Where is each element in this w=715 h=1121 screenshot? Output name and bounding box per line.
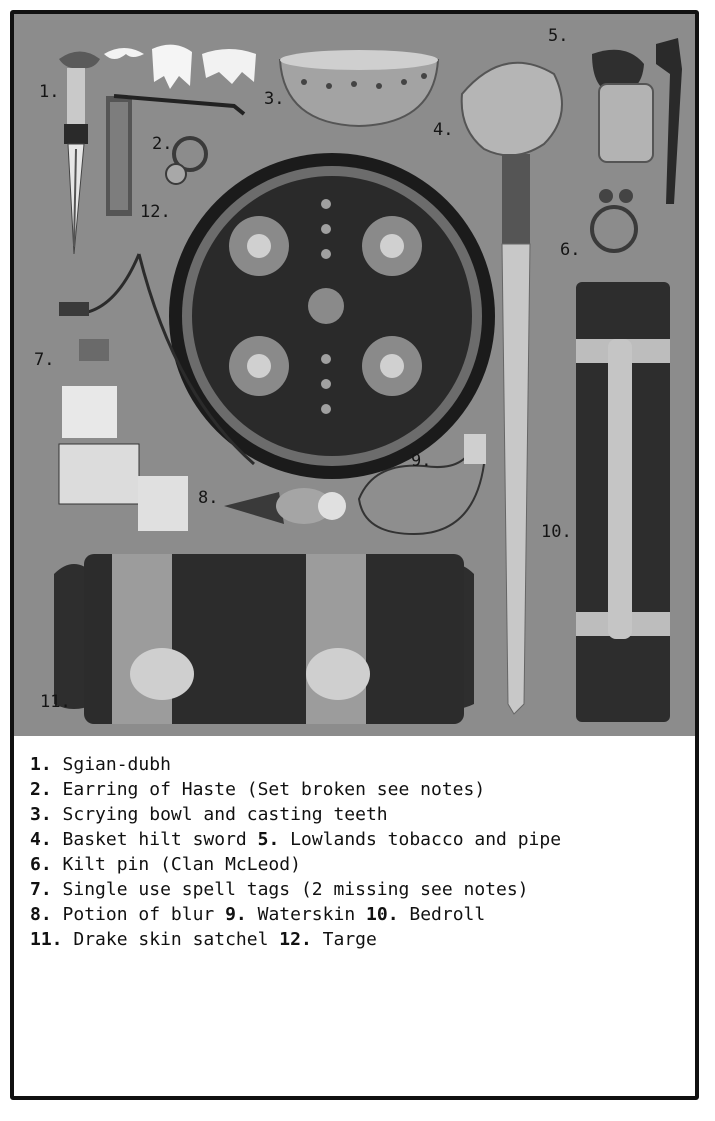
item-label: Potion of blur xyxy=(62,904,215,925)
item-label: Basket hilt sword xyxy=(62,829,247,850)
legend-line xyxy=(30,752,680,777)
legend-line xyxy=(30,927,680,952)
item-number: 6. xyxy=(30,854,52,875)
marker-8: 8. xyxy=(198,488,219,508)
marker-3: 3. xyxy=(264,89,285,109)
item-number: 9. xyxy=(225,904,247,925)
item-label: Sgian-dubh xyxy=(62,754,171,775)
marker-10: 10. xyxy=(541,522,572,542)
item-number: 4. xyxy=(30,829,52,850)
satchel-icon xyxy=(54,554,474,724)
page-frame xyxy=(10,10,699,1100)
marker-1: 1. xyxy=(39,82,60,102)
item-number: 7. xyxy=(30,879,52,900)
marker-11: 11. xyxy=(40,692,71,712)
casting-teeth-icon xyxy=(104,45,256,89)
legend-line xyxy=(30,802,680,827)
marker-6: 6. xyxy=(560,240,581,260)
item-label: Waterskin xyxy=(257,904,356,925)
marker-12: 12. xyxy=(140,202,171,222)
marker-4: 4. xyxy=(433,120,454,140)
legend-line xyxy=(30,777,680,802)
item-number: 10. xyxy=(366,904,399,925)
potion-of-blur-icon xyxy=(224,488,346,524)
kilt-pin-icon xyxy=(592,189,636,251)
marker-7: 7. xyxy=(34,350,55,370)
item-number: 3. xyxy=(30,804,52,825)
item-label: Kilt pin (Clan McLeod) xyxy=(62,854,301,875)
item-number: 12. xyxy=(279,929,312,950)
legend-line xyxy=(30,902,680,927)
inventory-artwork xyxy=(14,14,695,736)
item-number: 8. xyxy=(30,904,52,925)
marker-9: 9. xyxy=(411,451,432,471)
marker-5: 5. xyxy=(548,26,569,46)
legend-line xyxy=(30,852,680,877)
tobacco-and-pipe-icon xyxy=(592,38,682,204)
item-label: Drake skin satchel xyxy=(73,929,269,950)
item-label: Bedroll xyxy=(409,904,486,925)
inventory-illustration xyxy=(14,14,695,736)
scrying-bowl-icon xyxy=(280,50,438,126)
legend-line xyxy=(30,827,680,852)
item-label: Single use spell tags (2 missing see notes) xyxy=(62,879,529,900)
bedroll-icon xyxy=(576,282,670,722)
item-label: Lowlands tobacco and pipe xyxy=(290,829,562,850)
item-label: Scrying bowl and casting teeth xyxy=(62,804,388,825)
legend-line xyxy=(30,877,680,902)
item-label: Targe xyxy=(322,929,377,950)
item-label: Earring of Haste (Set broken see notes) xyxy=(62,779,486,800)
item-number: 11. xyxy=(30,929,63,950)
sgian-dubh-icon xyxy=(59,52,100,255)
item-number: 2. xyxy=(30,779,52,800)
item-number: 1. xyxy=(30,754,52,775)
marker-2: 2. xyxy=(152,134,173,154)
targe-shield-icon xyxy=(169,153,495,479)
item-legend xyxy=(30,752,680,952)
item-number: 5. xyxy=(257,829,280,850)
